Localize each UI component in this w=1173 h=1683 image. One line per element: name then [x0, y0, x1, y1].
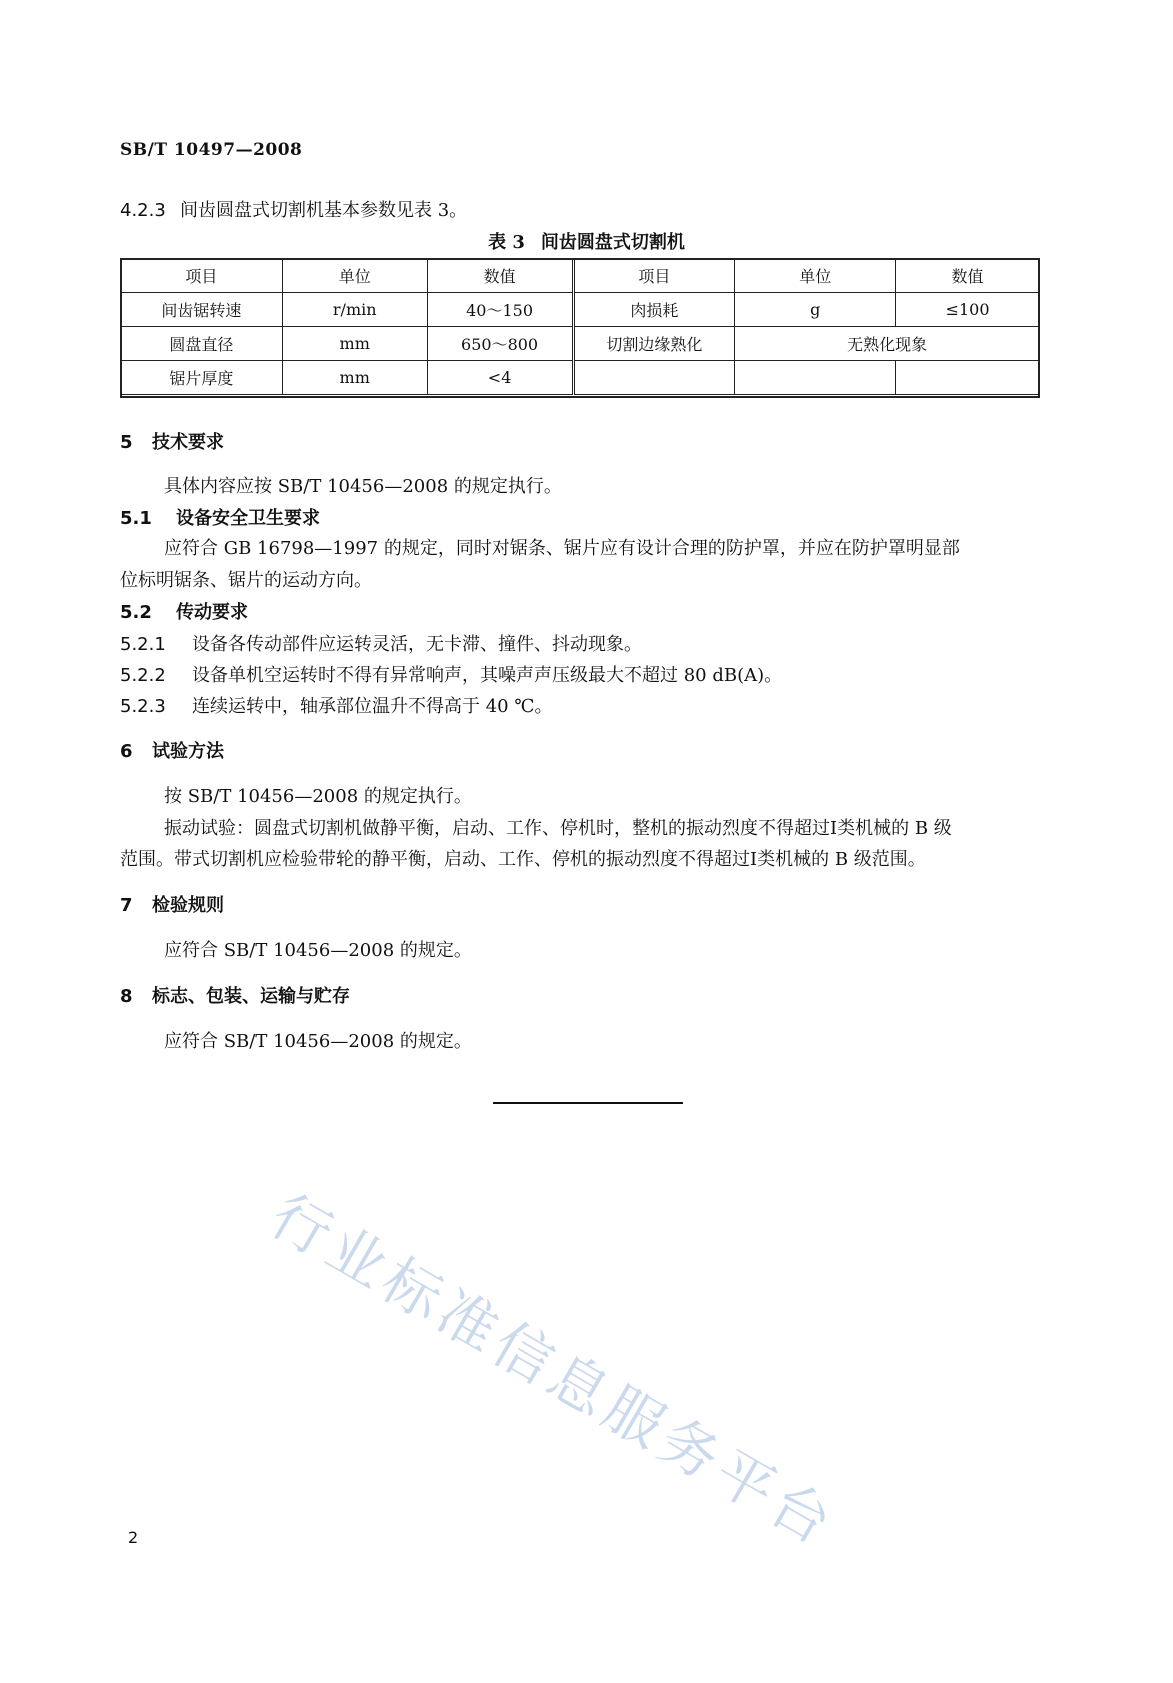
- section-8-body: 应符合 SB/T 10456—2008 的规定。: [164, 1031, 472, 1052]
- table-cell: <4: [427, 361, 573, 395]
- section-5-1-body-line2: 位标明锯条、锯片的运动方向。: [120, 570, 372, 591]
- table-cell: 650～800: [427, 327, 573, 361]
- section-number: 8: [120, 986, 133, 1007]
- table-caption: 间齿圆盘式切割机: [540, 232, 685, 253]
- table-row: [121, 327, 1040, 361]
- table-cell: mm: [282, 361, 427, 395]
- clause-text: 间齿圆盘式切割机基本参数见表 3。: [180, 200, 468, 221]
- table-cell: r/min: [282, 293, 427, 327]
- clause-number: 5.2.3: [120, 696, 166, 717]
- section-title: 检验规则: [152, 895, 224, 916]
- clause-number: 5.2.2: [120, 665, 166, 686]
- section-6-body: 按 SB/T 10456—2008 的规定执行。: [164, 786, 472, 807]
- watermark: 行业标准信息服务平台: [259, 1181, 848, 1561]
- table-header-cell: 单位: [282, 259, 427, 293]
- clause-5-2-3: [120, 692, 552, 718]
- section-number: 5: [120, 432, 133, 453]
- section-5-1-body-line1: 应符合 GB 16798—1997 的规定，同时对锯条、锯片应有设计合理的防护罩，并应在防护罩明显部: [164, 538, 960, 559]
- table-header-cell: 数值: [896, 259, 1040, 293]
- table-header-cell: 项目: [573, 259, 735, 293]
- table-cell-merged: 无熟化现象: [735, 327, 1040, 361]
- clause-text: 连续运转中，轴承部位温升不得高于 40 ℃。: [192, 696, 553, 717]
- clause-4-2-3: [120, 196, 467, 222]
- end-rule: [493, 1102, 683, 1104]
- table-cell: 40～150: [427, 293, 573, 327]
- section-7-heading: [120, 891, 224, 917]
- section-number: 5.2: [120, 602, 152, 623]
- table-cell: 锯片厚度: [121, 361, 283, 395]
- section-title: 设备安全卫生要求: [176, 508, 320, 529]
- table-cell: mm: [282, 327, 427, 361]
- parameters-table: [120, 258, 1040, 395]
- table-title: [0, 228, 1173, 254]
- table-cell: ≤100: [896, 293, 1040, 327]
- table-header-row: [121, 259, 1040, 293]
- section-title: 传动要求: [176, 602, 248, 623]
- table-row: [121, 361, 1040, 395]
- section-7-body: 应符合 SB/T 10456—2008 的规定。: [164, 940, 472, 961]
- section-6-vibration-line1: 振动试验：圆盘式切割机做静平衡，启动、工作、停机时，整机的振动烈度不得超过Ⅰ类机械的 B 级: [164, 818, 952, 839]
- clause-5-2-1: [120, 630, 642, 656]
- section-number: 6: [120, 741, 133, 762]
- table-cell: 切割边缘熟化: [573, 327, 735, 361]
- table-cell: 圆盘直径: [121, 327, 283, 361]
- section-5-2-heading: [120, 598, 248, 624]
- clause-text: 设备单机空运转时不得有异常响声，其噪声声压级最大不超过 80 dB(A)。: [192, 665, 783, 686]
- table-number: 表 3: [488, 232, 525, 253]
- table-header-cell: 项目: [121, 259, 283, 293]
- clause-text: 设备各传动部件应运转灵活，无卡滞、撞件、抖动现象。: [192, 634, 642, 655]
- section-6-heading: [120, 737, 224, 763]
- table-cell: [573, 361, 735, 395]
- section-title: 标志、包装、运输与贮存: [152, 986, 350, 1007]
- table-row: [121, 293, 1040, 327]
- clause-5-2-2: [120, 661, 782, 687]
- section-8-heading: [120, 982, 350, 1008]
- table-cell: 间齿锯转速: [121, 293, 283, 327]
- section-number: 5.1: [120, 508, 152, 529]
- section-title: 试验方法: [152, 741, 224, 762]
- table-cell: [735, 361, 896, 395]
- standard-code: SB/T 10497—2008: [120, 140, 303, 160]
- section-number: 7: [120, 895, 133, 916]
- table-header-cell: 数值: [427, 259, 573, 293]
- clause-number: 4.2.3: [120, 200, 166, 221]
- section-6-vibration-line2: 范围。带式切割机应检验带轮的静平衡，启动、工作、停机的振动烈度不得超过Ⅰ类机械的 B 级范围。: [120, 849, 926, 870]
- table-header-cell: 单位: [735, 259, 896, 293]
- section-5-1-heading: [120, 504, 320, 530]
- section-5-heading: [120, 428, 224, 454]
- page-number: 2: [128, 1528, 139, 1547]
- table-cell: [896, 361, 1040, 395]
- section-5-body: 具体内容应按 SB/T 10456—2008 的规定执行。: [164, 476, 562, 497]
- table-cell: g: [735, 293, 896, 327]
- section-title: 技术要求: [152, 432, 224, 453]
- clause-number: 5.2.1: [120, 634, 166, 655]
- table-cell: 肉损耗: [573, 293, 735, 327]
